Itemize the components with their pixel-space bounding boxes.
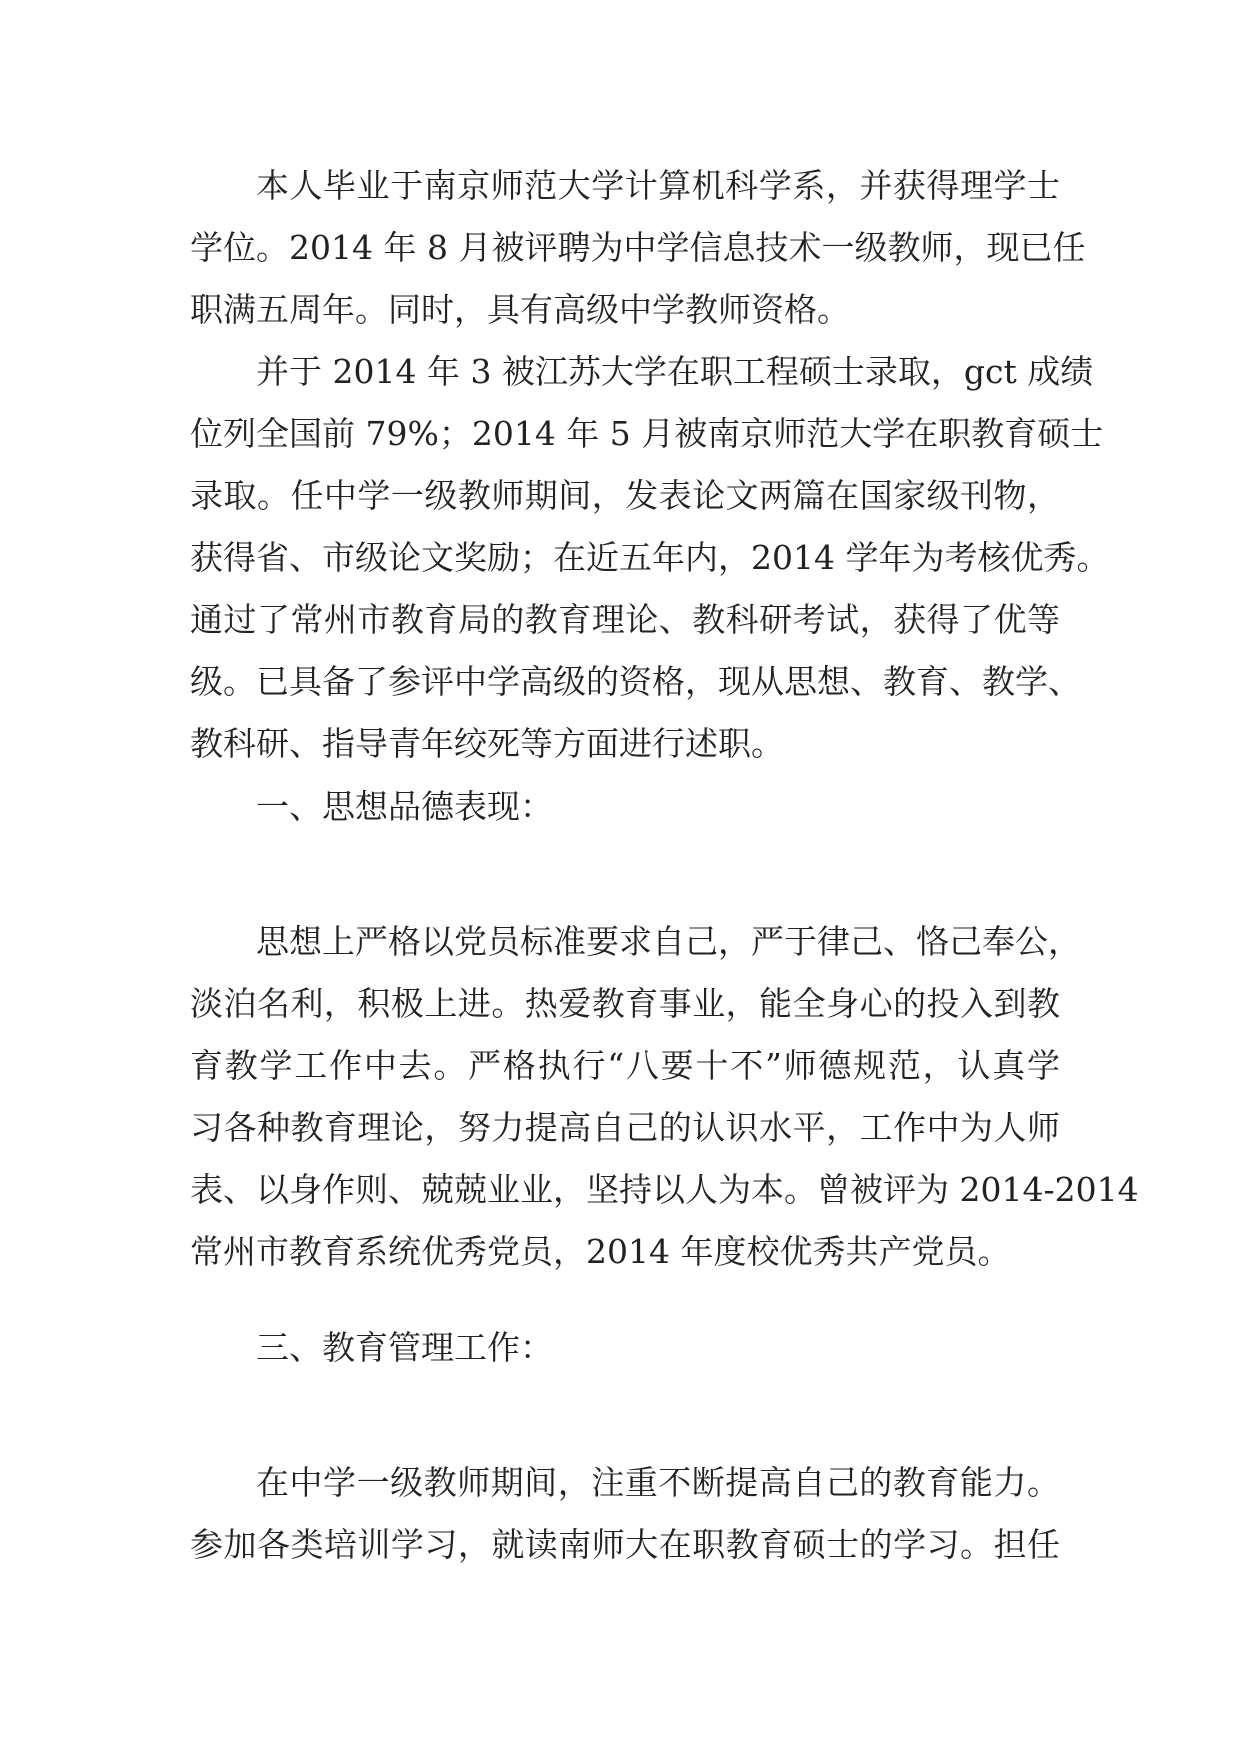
text-line: 淡泊名利，积极上进。热爱教育事业，能全身心的投入到教	[190, 984, 1060, 1023]
text-line: 教科研、指导青年绞死等方面进行述职。	[190, 724, 784, 763]
section-heading-ideology: 一、思想品德表现：	[256, 787, 553, 826]
paragraph-education-management	[190, 1452, 1060, 1576]
text-line: 通过了常州市教育局的教育理论、教科研考试，获得了优等	[190, 600, 1060, 639]
text-line: 思想上严格以党员标准要求自己，严于律己、恪己奉公，	[256, 922, 1081, 961]
paragraph-ideology	[190, 911, 1139, 1283]
paragraph-qualifications	[190, 341, 1110, 775]
text-line: 常州市教育系统优秀党员，2014 年度校优秀共产党员。	[190, 1232, 1011, 1271]
text-line: 参加各类培训学习，就读南师大在职教育硕士的学习。担任	[190, 1525, 1060, 1564]
text-line: 本人毕业于南京师范大学计算机科学系，并获得理学士	[256, 166, 1060, 205]
text-line: 学位。2014 年 8 月被评聘为中学信息技术一级教师，现已任	[190, 228, 1086, 267]
text-line: 职满五周年。同时，具有高级中学教师资格。	[190, 290, 850, 329]
text-line: 表、以身作则、兢兢业业，坚持以人为本。曾被评为 2014-2014	[190, 1170, 1139, 1209]
text-line: 位列全国前 79%；2014 年 5 月被南京师范大学在职教育硕士	[190, 414, 1104, 453]
text-line: 录取。任中学一级教师期间，发表论文两篇在国家级刊物，	[190, 476, 1060, 515]
text-line: 在中学一级教师期间，注重不断提高自己的教育能力。	[256, 1463, 1060, 1502]
text-line: 并于 2014 年 3 被江苏大学在职工程硕士录取，gct 成绩	[256, 352, 1094, 391]
text-line: 获得省、市级论文奖励；在近五年内，2014 学年为考核优秀。	[190, 538, 1110, 577]
text-line: 级。已具备了参评中学高级的资格，现从思想、教育、教学、	[190, 662, 1081, 701]
section-heading-education-management: 三、教育管理工作：	[256, 1328, 553, 1367]
paragraph-education	[190, 155, 1086, 341]
text-line: 习各种教育理论，努力提高自己的认识水平，工作中为人师	[190, 1108, 1060, 1147]
text-line: 育教学工作中去。严格执行“八要十不”师德规范，认真学	[190, 1046, 1060, 1085]
